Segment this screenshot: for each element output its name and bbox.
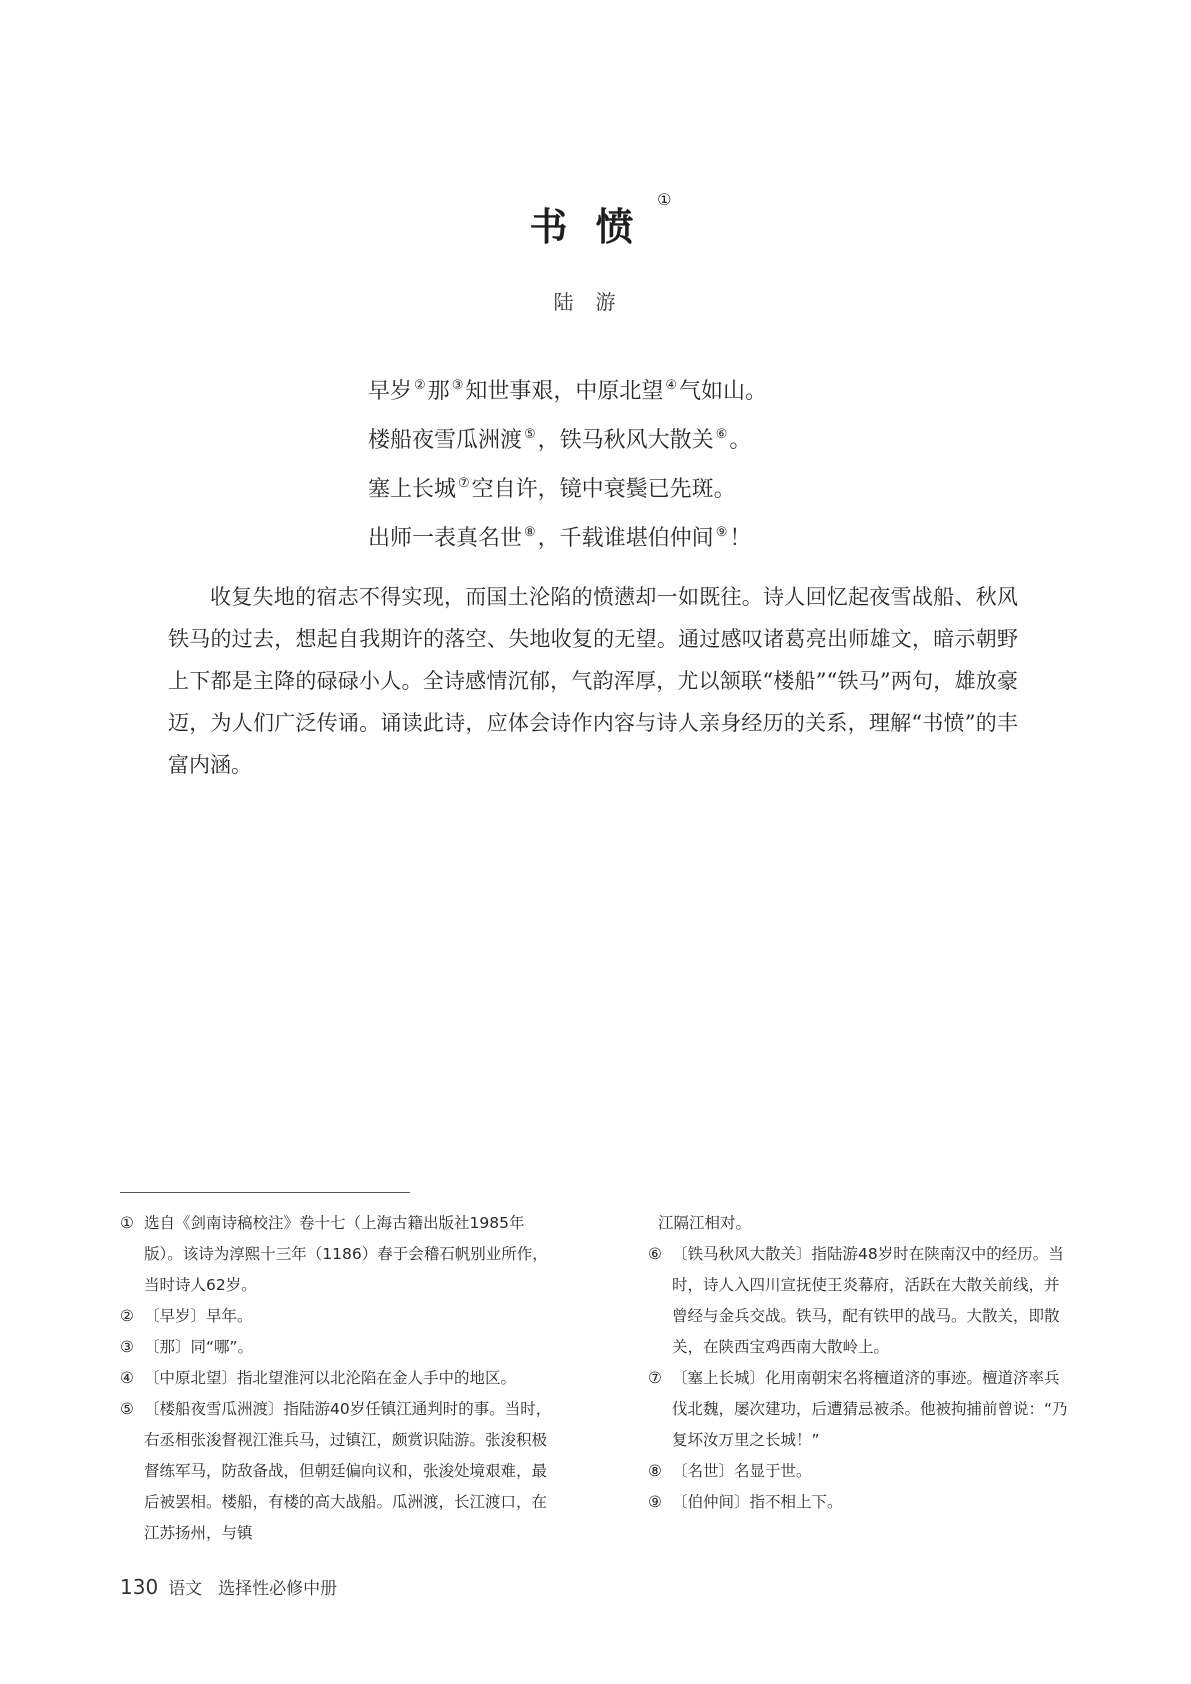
footnote-mark: ④ bbox=[665, 378, 678, 393]
footnotes-left-column bbox=[120, 1208, 560, 1549]
footnote-divider bbox=[120, 1192, 410, 1193]
footnote-mark: ⑧ bbox=[524, 525, 536, 540]
footnote: ③ 〔那〕同“哪”。 bbox=[120, 1338, 254, 1356]
footnote: ⑨ 〔伯仲间〕指不相上下。 bbox=[648, 1493, 843, 1511]
footnote-continuation: 江隔江相对。 bbox=[658, 1214, 752, 1232]
footnote: ⑦ 〔塞上长城〕化用南朝宋名将檀道济的事迹。檀道济率兵伐北魏，屡次建功，后遭猜忌被杀。他被拘捕前曾说：“乃复坏汝万里之长城！” bbox=[648, 1369, 1068, 1449]
poem-body bbox=[368, 364, 767, 560]
poem-author: 陆游 bbox=[553, 290, 638, 314]
poem-line: 塞上长城 ⑦空自许，镜中衰鬓已先斑。 bbox=[368, 476, 736, 502]
footnote-mark: ⑦ bbox=[458, 476, 470, 491]
footnote: ② 〔早岁〕早年。 bbox=[120, 1307, 253, 1325]
intro-paragraph: 收复失地的宿志不得实现，而国土沦陷的愤懑却一如既往。诗人回忆起夜雪战船、秋风铁马的过去，想起自我期许的落空、失地收复的无望。通过感叹诸葛亮出师雄文，暗示朝野上下都是主降的碌碌小人。全诗感情沉郁，气韵浑厚，尤以颔联“楼船”“铁马”两句，雄放豪迈，为人们广泛传诵。诵读此诗，应体会诗作内容与诗人亲身经历的关系，理解“书愤”的丰富内涵。 bbox=[168, 585, 1018, 777]
footnotes-right-column bbox=[648, 1208, 1068, 1518]
poem-line: 早岁 ②那 ③知世事艰，中原北望 ④气如山。 bbox=[368, 378, 768, 404]
footnote: ⑥ 〔铁马秋风大散关〕指陆游48岁时在陕南汉中的经历。当时，诗人入四川宣抚使王炎幕府，活跃在大散关前线，并曾经与金兵交战。铁马，配有铁甲的战马。大散关，即散关，在陕西宝鸡西南大散岭上。 bbox=[648, 1245, 1064, 1356]
book-title: 选择性必修中册 bbox=[218, 1579, 338, 1599]
footnote-mark: ⑨ bbox=[715, 525, 728, 540]
page-number: 130 bbox=[120, 1575, 159, 1599]
footnote: ④ 〔中原北望〕指北望淮河以北沦陷在金人手中的地区。 bbox=[120, 1369, 517, 1387]
footnote: ⑧ 〔名世〕名显于世。 bbox=[648, 1462, 812, 1480]
subject-label: 语文 bbox=[168, 1579, 203, 1599]
footnote-mark: ③ bbox=[451, 378, 464, 393]
footnote-mark: ⑥ bbox=[715, 427, 728, 442]
title-block bbox=[0, 190, 1191, 251]
page-footer bbox=[120, 1574, 337, 1599]
footnote-mark: ⑤ bbox=[524, 427, 536, 442]
title-footnote-mark: ① bbox=[657, 190, 672, 209]
footnote-mark: ② bbox=[414, 378, 426, 393]
poem-title: 书愤 ① bbox=[529, 190, 672, 249]
poem-line: 出师一表真名世 ⑧，千载谁堪伯仲间 ⑨！ bbox=[368, 525, 752, 551]
footnote: ① 选自《剑南诗稿校注》卷十七（上海古籍出版社1985年版）。该诗为淳熙十三年（1186）春于会稽石帆别业所作，当时诗人62岁。 bbox=[120, 1214, 548, 1294]
footnote: ⑤ 〔楼船夜雪瓜洲渡〕指陆游40岁任镇江通判时的事。当时，右丞相张浚督视江淮兵马，过镇江，颇赏识陆游。张浚积极督练军马，防敌备战，但朝廷偏向议和，张浚处境艰难，最后被罢相。楼船，有楼的高大战船。瓜洲渡，长江渡口，在江苏扬州，与镇 bbox=[120, 1400, 552, 1542]
poem-line: 楼船夜雪瓜洲渡 ⑤，铁马秋风大散关 ⑥。 bbox=[368, 427, 752, 453]
